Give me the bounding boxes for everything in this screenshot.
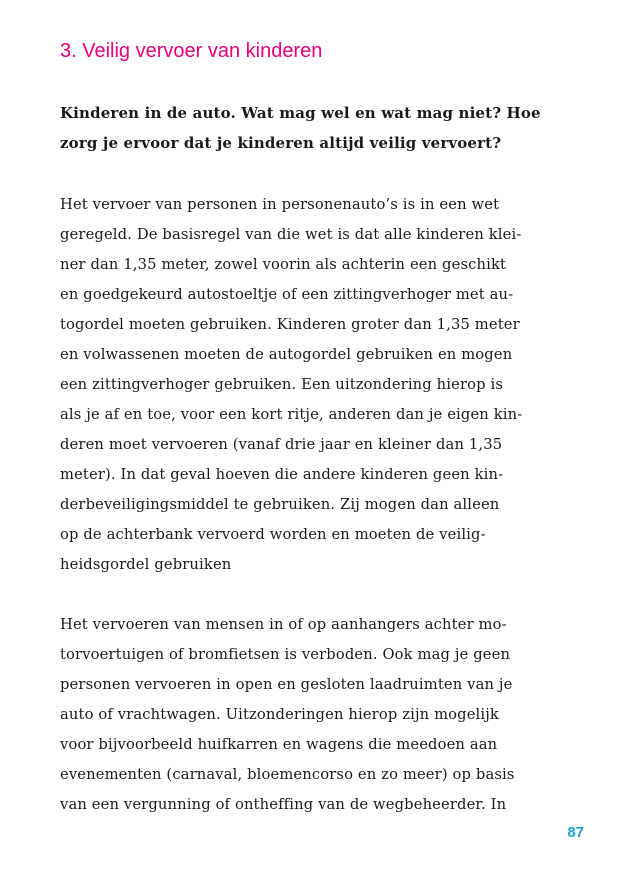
- paragraph-1: [60, 190, 522, 580]
- paragraph-line: derbeveiligingsmiddel te gebruiken. Zij mogen dan alleen: [60, 496, 500, 513]
- paragraph-line: evenementen (carnaval, bloemencorso en zo meer) op basis: [60, 766, 515, 783]
- intro-line: zorg je ervoor dat je kinderen altijd veilig vervoert?: [60, 134, 502, 152]
- intro-line: Kinderen in de auto. Wat mag wel en wat mag niet? Hoe: [60, 104, 541, 122]
- paragraph-line: voor bijvoorbeeld huifkarren en wagens die meedoen aan: [60, 736, 498, 753]
- paragraph-line: torvoertuigen of bromfietsen is verboden. Ook mag je geen: [60, 646, 511, 663]
- paragraph-line: heidsgordel gebruiken: [60, 556, 232, 573]
- paragraph-line: en goedgekeurd autostoeltje of een zittingverhoger met au-: [60, 286, 514, 303]
- paragraph-2: [60, 610, 515, 820]
- paragraph-line: Het vervoeren van mensen in of op aanhangers achter mo-: [60, 616, 507, 633]
- paragraph-line: op de achterbank vervoerd worden en moeten de veilig-: [60, 526, 486, 543]
- paragraph-line: geregeld. De basisregel van die wet is dat alle kinderen klei-: [60, 226, 522, 243]
- paragraph-line: meter). In dat geval hoeven die andere kinderen geen kin-: [60, 466, 504, 483]
- paragraph-line: deren moet vervoeren (vanaf drie jaar en kleiner dan 1,35: [60, 436, 503, 453]
- paragraph-line: van een vergunning of ontheffing van de wegbeheerder. In: [60, 796, 507, 813]
- paragraph-line: auto of vrachtwagen. Uitzonderingen hierop zijn mogelijk: [60, 706, 499, 723]
- paragraph-line: togordel moeten gebruiken. Kinderen groter dan 1,35 meter: [60, 316, 520, 333]
- paragraph-line: een zittingverhoger gebruiken. Een uitzondering hierop is: [60, 376, 504, 393]
- paragraph-line: en volwassenen moeten de autogordel gebruiken en mogen: [60, 346, 513, 363]
- paragraph-line: als je af en toe, voor een kort ritje, anderen dan je eigen kin-: [60, 406, 523, 423]
- intro-question: [60, 98, 541, 158]
- paragraph-line: ner dan 1,35 meter, zowel voorin als achterin een geschikt: [60, 256, 507, 273]
- page-number: 87: [567, 824, 584, 841]
- paragraph-line: Het vervoer van personen in personenauto’s is in een wet: [60, 196, 500, 213]
- section-heading: 3. Veilig vervoer van kinderen: [60, 40, 323, 62]
- paragraph-line: personen vervoeren in open en gesloten laadruimten van je: [60, 676, 513, 693]
